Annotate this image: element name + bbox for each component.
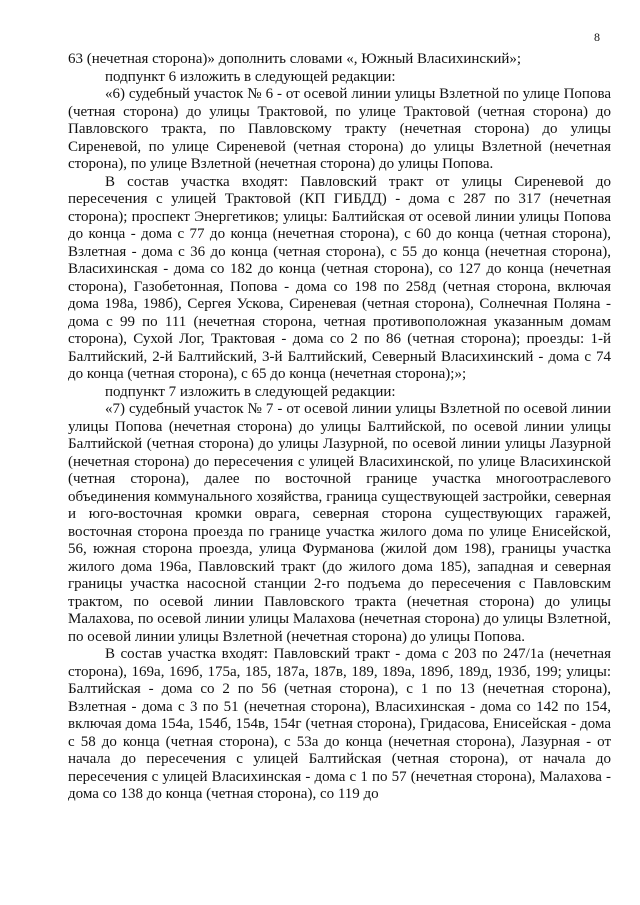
paragraph-district-6-boundary: «6) судебный участок № 6 - от осевой линии улицы Взлетной по улице Попова (четная сторона) до улицы Трактовой, по улице Трактовой (четная сторона) до Павловского тракта, по Павловскому тракту (нечетная сторона) до улицы Сиреневой, по улице Сиреневой (четная сторона) до улицы Взлетной (нечетная сторона), по улице Взлетной (нечетная сторона) до улицы Попова. <box>68 86 611 172</box>
paragraph-district-7-composition: В состав участка входят: Павловский тракт - дома с 203 по 247/1а (нечетная сторона), 169а, 169б, 175а, 185, 187а, 187в, 189, 189а, 189б, 189д, 193б, 199; улицы: Балтийская - дома со 2 по 56 (четная сторона), с 1 по 13 (нечетная сторона), Взлетная - дома с 3 по 51 (нечетная сторона), Власихинская - дома со 142 по 154, включая дома 154а, 154б, 154в, 154г (четная сторона), Гридасова, Енисейская - дома с 58 до конца (четная сторона), с 53а до конца (нечетная сторона), Лазурная - от начала до пересечения с улицей Балтийская (четная сторона), от начала до пересечения с улицей Власихинская - дома с 1 по 57 (нечетная сторона), Малахова - дома со 138 до конца (четная сторона), со 119 до <box>68 646 611 802</box>
paragraph-subpoint-6-heading: подпункт 6 изложить в следующей редакции: <box>105 68 396 85</box>
paragraph-district-6-composition: В состав участка входят: Павловский тракт от улицы Сиреневой до пересечения с улицей Трактовой (КП ГИБДД) - дома с 287 по 317 (нечетная сторона); проспект Энергетиков; улицы: Балтийская от осевой линии улицы Попова до конца - дома с 77 до конца (нечетная сторона), с 60 до конца (четная сторона), Взлетная - дома с 36 до конца (четная сторона), с 55 до конца (нечетная сторона), Власихинская - дома со 182 до конца (четная сторона), со 127 до конца (нечетная сторона), Газобетонная, Попова - дома со 198 по 258д (четная сторона, включая дома 198а, 198б), Сергея Ускова, Сиреневая (четная сторона), Солнечная Поляна - дома с 99 по 111 (нечетная сторона, четная противоположная указанным домам сторона), Сухой Лог, Трактовая - дома со 2 по 86 (четная сторона); проезды: 1-й Балтийский, 2-й Балтийский, 3-й Балтийский, Северный Власихинский - дома с 74 до конца (четная сторона), с 65 до конца (нечетная сторона);»; <box>68 173 611 382</box>
page-number: 8 <box>594 30 600 44</box>
paragraph-continuation: 63 (нечетная сторона)» дополнить словами «, Южный Власихинский»; <box>68 51 522 67</box>
document-body <box>68 51 611 804</box>
paragraph-subpoint-7-heading: подпункт 7 изложить в следующей редакции: <box>105 383 396 400</box>
paragraph-district-7-boundary: «7) судебный участок № 7 - от осевой линии улицы Взлетной по осевой линии улицы Попова (нечетная сторона) до улицы Балтийской, по осевой линии улицы Балтийской (четная сторона) до улицы Лазурной, по осевой линии улицы Лазурной (нечетная сторона) до пересечения с улицей Власихинской, по улице Власихинской (четная сторона), далее по восточной границе участка многоотраслевого объединения коммунального хозяйства, граница существующей застройки, северная и юго-восточная кромки оврага, северная сторона существующих гаражей, восточная сторона проезда по границе участка жилого дома по улице Енисейской, 56, южная сторона проезда, улица Фурманова (жилой дом 198), границы участка жилого дома 196а, Павловский тракт (до жилого дома 185), западная и северная границы участка насосной станции 2-го подъема до пересечения с Павловским трактом, по осевой линии Павловского тракта (нечетная сторона) до улицы Малахова, по осевой линии улицы Малахова (нечетная сторона) до улицы Взлетной, по осевой линии улицы Взлетной (нечетная сторона) до улицы Попова. <box>68 401 611 645</box>
